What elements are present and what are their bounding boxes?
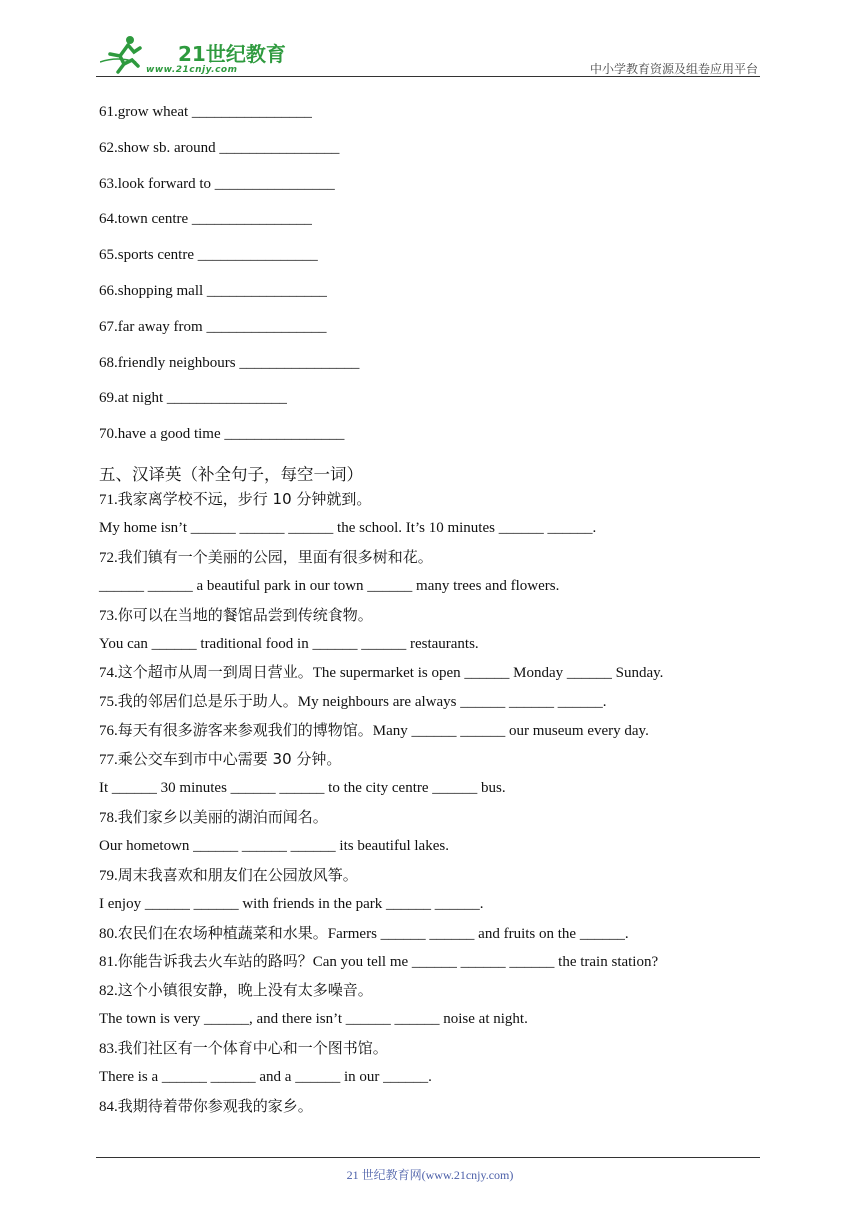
vocab-item: 66.shopping mall ________________ [99, 283, 327, 299]
vocab-item: 67.far away from ________________ [99, 318, 327, 335]
item-number: 81. [99, 954, 118, 971]
translation-item [99, 1038, 388, 1059]
translation-item [99, 951, 658, 972]
chinese-prompt: 我们家乡以美丽的湖泊而闻名。 [117, 807, 328, 826]
section-title: 五、汉译英（补全句子，每空一词） [99, 465, 363, 484]
item-number: 71. [99, 492, 118, 508]
english-sentence: The town is very ______, and there isn’t ______ ______ noise at night. [99, 1011, 528, 1028]
chinese-prompt: 乘公交车到市中心需要 30 分钟。 [117, 750, 342, 769]
chinese-prompt: 我们社区有一个体育中心和一个图书馆。 [117, 1039, 388, 1058]
chinese-prompt: 周末我喜欢和朋友们在公园放风筝。 [117, 865, 358, 884]
chinese-prompt: 这个超市从周一到周日营业。 [117, 663, 313, 682]
english-sentence: My neighbours are always ______ ______ ______. [297, 694, 607, 711]
item-number: 73. [99, 607, 118, 624]
vocab-item: 65.sports centre ________________ [99, 247, 318, 264]
logo-url: www.21cnjy.com [146, 65, 238, 75]
translation-item [99, 691, 606, 712]
runner-icon [100, 34, 144, 74]
item-number: 84. [99, 1098, 118, 1115]
chinese-prompt: 你能告诉我去火车站的路吗？ [117, 952, 313, 971]
logo-text: 21世纪教育 [178, 42, 286, 66]
vocab-item: 61.grow wheat ________________ [99, 104, 312, 120]
site-logo[interactable] [98, 30, 328, 78]
english-sentence: There is a ______ ______ and a ______ in our ______. [99, 1069, 432, 1085]
page-header [98, 30, 760, 78]
vocab-item: 63.look forward to ________________ [99, 175, 335, 192]
vocab-item: 62.show sb. around ________________ [99, 139, 340, 156]
item-number: 80. [99, 925, 118, 942]
translation-item [99, 489, 371, 510]
translation-item [99, 980, 373, 1001]
english-sentence: You can ______ traditional food in ______ ______ restaurants. [99, 635, 479, 652]
footer-divider [96, 1157, 760, 1158]
translation-item [99, 749, 341, 770]
chinese-prompt: 农民们在农场种植蔬菜和水果。 [117, 923, 328, 942]
item-number: 79. [99, 867, 118, 884]
english-sentence: The supermarket is open ______ Monday ______ Sunday. [312, 665, 664, 682]
translation-item [99, 720, 649, 741]
vocab-item: 68.friendly neighbours ________________ [99, 354, 360, 371]
chinese-prompt: 每天有很多游客来参观我们的博物馆。 [117, 721, 373, 740]
vocab-item: 70.have a good time ________________ [99, 426, 345, 443]
item-number: 82. [99, 983, 118, 1000]
footer-text[interactable]: 21 世纪教育网(www.21cnjy.com) [346, 1168, 514, 1182]
chinese-prompt: 我家离学校不远，步行 10 分钟就到。 [117, 490, 372, 508]
translation-item [99, 807, 328, 828]
header-divider [96, 76, 760, 77]
english-sentence: Can you tell me ______ ______ ______ the train station? [312, 954, 659, 971]
item-number: 83. [99, 1041, 118, 1058]
vocab-item: 69.at night ________________ [99, 390, 287, 407]
header-tagline: 中小学教育资源及组卷应用平台 [589, 62, 758, 76]
translation-item [99, 865, 358, 886]
item-number: 75. [99, 694, 118, 711]
chinese-prompt: 这个小镇很安静，晚上没有太多噪音。 [117, 981, 373, 1000]
english-sentence: Farmers ______ ______ and fruits on the ______. [327, 925, 629, 942]
item-number: 72. [99, 549, 118, 566]
chinese-prompt: 我的邻居们总是乐于助人。 [117, 692, 298, 711]
item-number: 74. [99, 665, 118, 682]
english-sentence: My home isn’t ______ ______ ______ the school. It’s 10 minutes ______ ______. [99, 519, 597, 536]
english-sentence: ______ ______ a beautiful park in our town ______ many trees and flowers. [99, 577, 560, 594]
translation-item [99, 605, 373, 626]
translation-item [99, 547, 433, 568]
chinese-prompt: 你可以在当地的餐馆品尝到传统食物。 [117, 605, 373, 624]
english-sentence: It ______ 30 minutes ______ ______ to the city centre ______ bus. [99, 780, 506, 796]
chinese-prompt: 我期待着带你参观我的家乡。 [117, 1096, 313, 1115]
english-sentence: Many ______ ______ our museum every day. [372, 723, 649, 740]
translation-item [99, 662, 663, 683]
item-number: 76. [99, 723, 118, 740]
english-sentence: I enjoy ______ ______ with friends in the park ______ ______. [99, 895, 484, 912]
item-number: 77. [99, 752, 118, 769]
translation-item [99, 1096, 313, 1117]
vocab-item: 64.town centre ________________ [99, 211, 312, 228]
item-number: 78. [99, 809, 118, 826]
english-sentence: Our hometown ______ ______ ______ its beautiful lakes. [99, 837, 449, 854]
translation-item [99, 923, 629, 944]
chinese-prompt: 我们镇有一个美丽的公园，里面有很多树和花。 [117, 547, 433, 566]
